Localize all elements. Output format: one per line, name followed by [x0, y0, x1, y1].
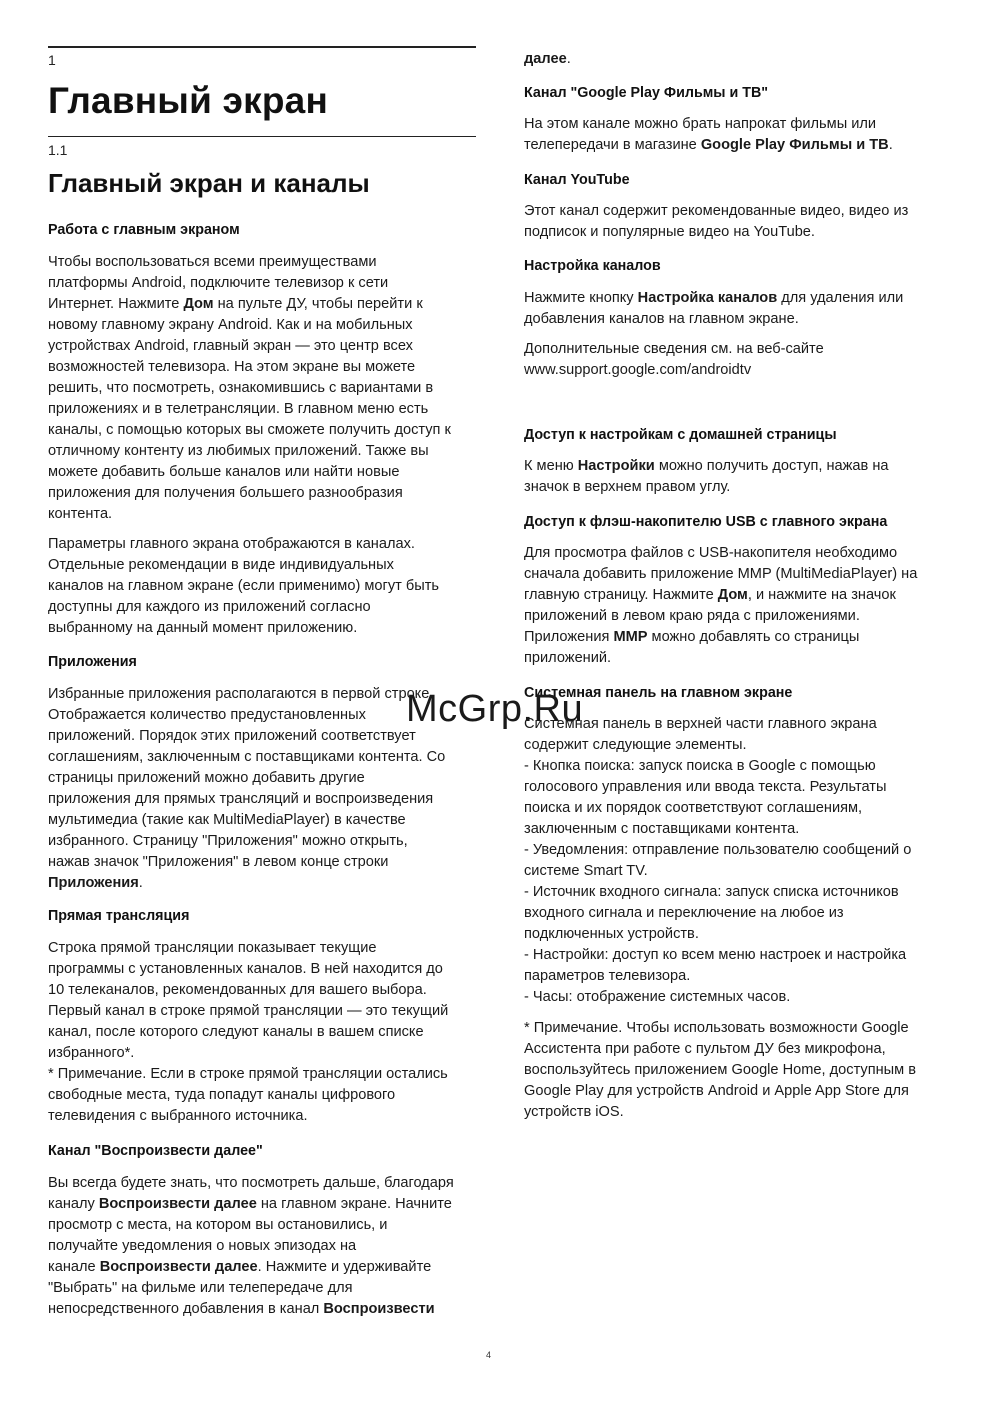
paragraph-play-next-continued: далее. — [524, 51, 571, 67]
watermark: McGrp.Ru — [406, 688, 584, 730]
paragraph-live-tv: Строка прямой трансляции показывает текущие программы с установленных каналов. В ней находится до 10 телеканалов, рекомендованных для вашего выбора. Первый канал в строке прямой трансляции — это текущий канал, после которого следуют каналы в вашем списке избранного*. * Примечание. Если в строке прямой трансляции остались свободные места, туда попадут каналы цифрового телевидения с выбранного источника. — [48, 940, 449, 1124]
paragraph-system-note: * Примечание. Чтобы использовать возможности Google Ассистента при работе с пультом ДУ без микрофона, воспользуйтесь приложением Google Home, доступным в Google Play для устройств Android и Apple App Store для устройств iOS. — [524, 1020, 917, 1120]
paragraph-home-intro: Чтобы воспользоваться всеми преимуществами платформы Android, подключите телевизор к сети Интернет. Нажмите Дом на пульте ДУ, чтобы перейти к новому главному экрану Android. Как и на мобильных устройствах Android, главный экран — это центр всех возможностей телевизора. На этом экране вы можете решить, что посмотреть, ознакомившись с вариантами в приложениях и в телетрансляции. В главном меню есть каналы, с помощью которых вы сможете получить доступ к отличному контенту из любимых приложений. Также вы можете добавить больше каналов или найти новые приложения для получения большего разнообразия контента. — [48, 254, 451, 522]
section-rule — [48, 136, 476, 137]
heading-live-tv: Прямая трансляция — [48, 908, 190, 924]
section-number: 1.1 — [48, 142, 68, 158]
paragraph-youtube: Этот канал содержит рекомендованные видео, видео из подписок и популярные видео на YouTube. — [524, 203, 909, 240]
heading-play-next: Канал "Воспроизвести далее" — [48, 1143, 263, 1159]
paragraph-system-panel: Системная панель в верхней части главного экрана содержит следующие элементы. - Кнопка поиска: запуск поиска в Google с помощью голосового управления или ввода текста. Результаты поиска и их порядок соответствуют соглашениям, заключенным с поставщиками контента. - Уведомления: отправление пользователю сообщений о системе Smart TV. - Источник входного сигнала: запуск списка источников входного сигнала и переключение на любое из подключенных устройств. - Настройки: доступ ко всем меню настроек и настройка параметров телевизора. - Часы: отображение системных часов. — [524, 716, 912, 1005]
support-link: www.support.google.com/androidtv — [524, 362, 752, 378]
paragraph-home-params: Параметры главного экрана отображаются в каналах. Отдельные рекомендации в виде индивидуальных каналов на главном экране (если применимо) могут быть доступны для каждого из приложений согласно выбранному на данный момент приложению. — [48, 536, 440, 636]
paragraph-more-info: Дополнительные сведения см. на веб-сайте www.support.google.com/androidtv — [524, 341, 824, 378]
chapter-title: Главный экран — [48, 80, 329, 121]
page-number: 4 — [486, 1350, 492, 1360]
heading-youtube: Канал YouTube — [524, 172, 630, 188]
paragraph-settings-access: К меню Настройки можно получить доступ, нажав на значок в верхнем правом углу. — [524, 458, 889, 495]
paragraph-google-play-movies: На этом канале можно брать напрокат фильмы или телепередачи в магазине Google Play Фильмы и ТВ. — [524, 116, 893, 153]
heading-usb-access: Доступ к флэш-накопителю USB с главного экрана — [524, 514, 888, 530]
paragraph-channel-settings: Нажмите кнопку Настройка каналов для удаления или добавления каналов на главном экране. — [524, 290, 904, 327]
paragraph-play-next: Вы всегда будете знать, что посмотреть дальше, благодаря каналу Воспроизвести далее на главном экране. Начните просмотр с места, на котором вы остановились, и получайте уведомления о новых эпизодах на канале Воспроизвести далее. Нажмите и удерживайте "Выбрать" на фильме или телепередаче для непосредственного добавления в канал Воспроизвести — [48, 1175, 454, 1317]
heading-system-panel: Системная панель на главном экране — [524, 685, 793, 701]
paragraph-apps: Избранные приложения располагаются в первой строке. Отображается количество предустановленных приложений. Порядок этих приложений соответствует соглашениям, заключенным с поставщиками контента. Со страницы приложений можно добавить другие приложения для прямых трансляций и воспроизведения мультимедиа (такие как MultiMediaPlayer) в качестве избранного. Страницу "Приложения" можно открыть, нажав значок "Приложения" в левом конце строки Приложения. — [48, 686, 446, 891]
chapter-number: 1 — [48, 52, 56, 68]
heading-home-screen-work: Работа с главным экраном — [48, 222, 240, 238]
heading-channel-settings: Настройка каналов — [524, 258, 661, 274]
chapter-rule — [48, 46, 476, 48]
section-title: Главный экран и каналы — [48, 168, 370, 198]
heading-settings-access: Доступ к настройкам с домашней страницы — [524, 427, 837, 443]
paragraph-usb-access: Для просмотра файлов с USB-накопителя необходимо сначала добавить приложение MMP (MultiMediaPlayer) на главную страницу. Нажмите Дом, и нажмите на значок приложений в левом краю ряда с приложениями. Приложения MMP можно добавлять со страницы приложений. — [524, 545, 918, 666]
heading-google-play-movies: Канал "Google Play Фильмы и ТВ" — [524, 85, 769, 101]
heading-apps: Приложения — [48, 654, 137, 670]
